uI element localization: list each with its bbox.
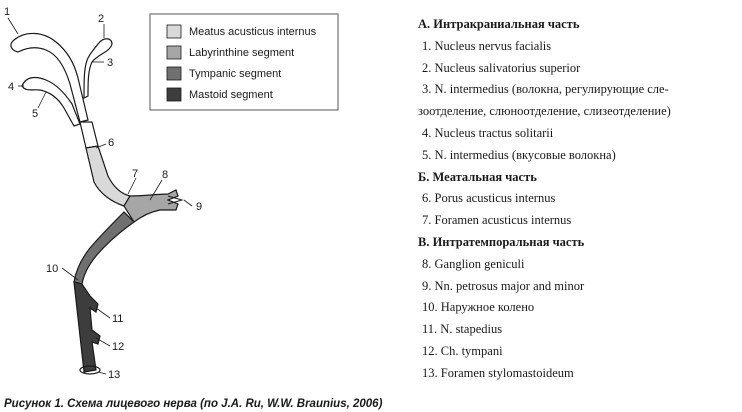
list-item: 5. N. intermedius (вкусовые волокна) [422,147,616,162]
callout-13: 13 [108,369,121,381]
list-item: 1. Nucleus nervus facialis [422,38,552,53]
legend-label-meatus: Meatus acusticus internus [189,26,317,38]
callout-12: 12 [112,341,125,353]
callout-2: 2 [98,13,105,25]
list-item: 13. Foramen stylomastoideum [422,365,574,380]
legend-swatch-tympanic [167,67,181,80]
callout-10: 10 [46,263,59,275]
meatal-segment [86,146,130,206]
list-item: 3. N. intermedius (волокна, регулирующие сле- [422,82,669,97]
list-item: 4. Nucleus tractus solitarii [422,125,554,140]
mastoid-segment [74,282,100,372]
figure-caption: Рисунок 1. Схема лицевого нерва (по J.A. Ru, W.W. Braunius, 2006) [4,398,383,410]
list-item: 10. Наружное колено [422,300,535,315]
legend [150,14,338,110]
trunk-upper [80,122,98,148]
list-item: 8. Ganglion geniculi [422,256,525,271]
list-item: 12. Ch. tympani [422,343,503,358]
callout-7: 7 [132,168,139,180]
section-heading-intratemporal: В. Интратемпоральная часть [418,234,585,249]
callout-11: 11 [112,313,124,325]
list-item: 11. N. stapedius [422,322,503,337]
list-item: 9. Nn. petrosus major and minor [422,278,585,293]
callout-8: 8 [162,169,169,181]
labyrinthine-segment [124,190,178,222]
legend-swatch-mastoid [167,88,181,101]
list-item-continuation: зоотделение, слюноотделение, слизеотделение) [418,104,671,119]
callout-4: 4 [8,81,15,93]
list-item: 7. Foramen acusticus internus [422,213,572,228]
section-heading-meatal: Б. Меатальная часть [418,169,537,184]
list-item: 2. Nucleus salivatorius superior [422,60,581,75]
tympanic-segment [74,212,134,284]
callout-3: 3 [107,57,114,69]
legend-text-list [410,14,740,385]
legend-swatch-meatus [167,25,181,38]
callout-1: 1 [4,6,11,18]
section-heading-intracranial: А. Интракраниальная часть [418,17,580,31]
callout-9: 9 [196,201,203,213]
legend-swatch-labyrinthine [167,46,181,59]
nucleus-nervus-facialis-branch [11,33,88,122]
legend-label-labyrinthine: Labyrinthine segment [189,47,295,59]
list-item: 6. Porus acusticus internus [422,191,556,206]
callout-5: 5 [32,108,39,120]
legend-label-mastoid: Mastoid segment [189,89,273,101]
legend-label-tympanic: Tympanic segment [189,68,282,80]
callout-6: 6 [108,137,115,149]
